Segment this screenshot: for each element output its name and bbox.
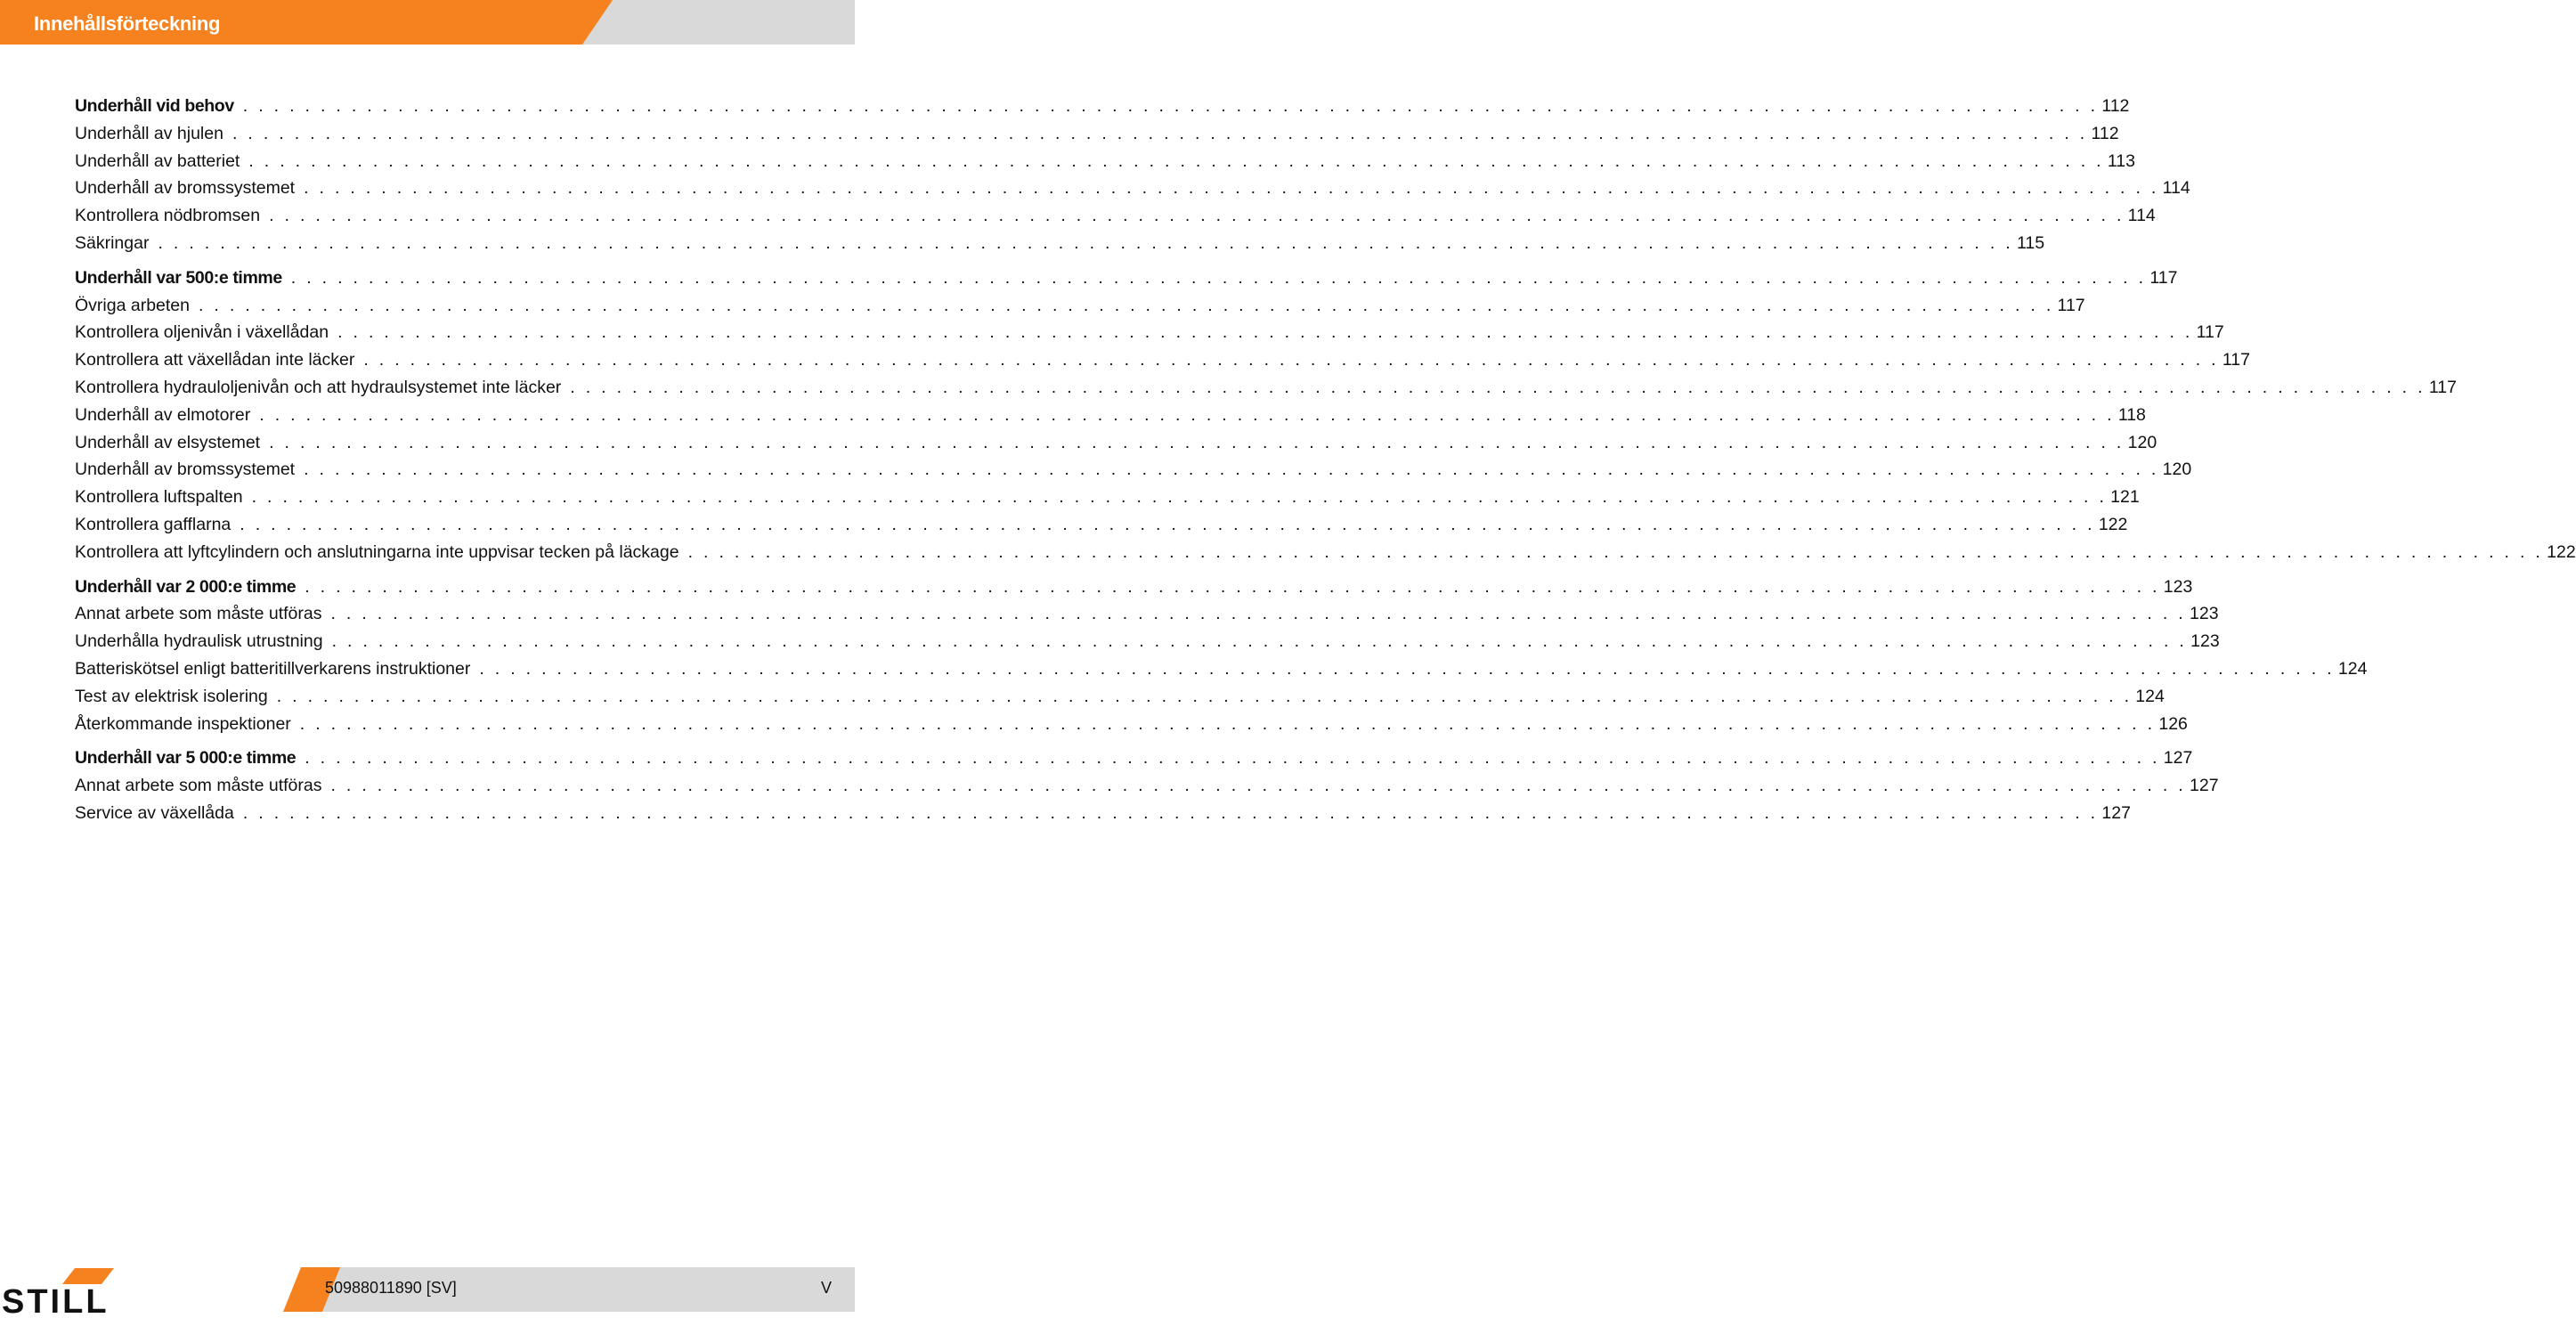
toc-page-number: 123 (2190, 631, 2220, 652)
toc-page-number: 120 (2162, 460, 2192, 480)
toc-entry-title: Övriga arbeten (75, 295, 190, 315)
dot-leader: . . . . . . . . . . . . . . . . . . . . . . . . . . . . . . . . . . . . . . . . . . . . . . . . . . . . . . . . . . . . . . . . . . . . . . . . . . . . . . . . . . . . . . . . . . . . . . . . . . . . . . . . . . . . . . . . . . . . . . . . (305, 576, 2160, 597)
toc-entry-title: Underhålla hydraulisk utrustning (75, 631, 323, 652)
toc-entry-title: Test av elektrisk isolering (75, 686, 268, 706)
toc-page-number: 114 (2127, 206, 2156, 226)
dot-leader: . . . . . . . . . . . . . . . . . . . . . . . . . . . . . . . . . . . . . . . . . . . . . . . . . . . . . . . . . . . . . . . . . . . . . . . . . . . . . . . . . . . . . . . . . . . . . . . . . . . . . . . . . . . . . . . . . . . . . . . . (363, 350, 2219, 370)
toc-page-number: 112 (2091, 123, 2119, 143)
toc-entry-title: Underhåll vid behov (75, 96, 234, 116)
toc-heading[interactable] (75, 574, 2193, 601)
toc-entry[interactable] (75, 346, 2250, 374)
dot-leader: . . . . . . . . . . . . . . . . . . . . . . . . . . . . . . . . . . . . . . . . . . . . . . . . . . . . . . . . . . . . . . . . . . . . . . . . . . . . . . . . . . . . . . . . . . . . . . . . . . . . . . . . . . . . . . . . . . . . . . . . (299, 713, 2156, 734)
toc-entry-title: Batteriskötsel enligt batteritillverkarens instruktioner (75, 658, 471, 679)
toc-entry[interactable] (75, 175, 2190, 202)
toc-entry[interactable] (75, 511, 2128, 539)
toc-page-number: 120 (2127, 432, 2158, 452)
toc-page-number: 117 (2428, 377, 2457, 397)
toc-entry-title: Underhåll av bromssystemet (75, 178, 296, 199)
toc-entry-title: Service av växellåda (75, 802, 234, 823)
toc-entry[interactable] (75, 120, 2119, 148)
table-of-contents (75, 93, 2576, 834)
toc-entry-title: Underhåll av elsystemet (75, 432, 261, 452)
toc-entry[interactable] (75, 484, 2140, 511)
dot-leader: . . . . . . . . . . . . . . . . . . . . . . . . . . . . . . . . . . . . . . . . . . . . . . . . . . . . . . . . . . . . . . . . . . . . . . . . . . . . . . . . . . . . . . . . . . . . . . . . . . . . . . . . . . . . . . . . . . . . . . . . (251, 487, 2108, 508)
toc-entry[interactable] (75, 539, 2576, 566)
toc-entry[interactable] (75, 683, 2165, 711)
dot-leader: . . . . . . . . . . . . . . . . . . . . . . . . . . . . . . . . . . . . . . . . . . . . . . . . . . . . . . . . . . . . . . . . . . . . . . . . . . . . . . . . . . . . . . . . . . . . . . . . . . . . . . . . . . . . . . . . . . . . . . . . (479, 658, 2335, 679)
dot-leader: . . . . . . . . . . . . . . . . . . . . . . . . . . . . . . . . . . . . . . . . . . . . . . . . . . . . . . . . . . . . . . . . . . . . . . . . . . . . . . . . . . . . . . . . . . . . . . . . . . . . . . . . . . . . . . . . . . . . . . . . (242, 96, 2099, 116)
toc-entry-title: Underhåll av elmotorer (75, 404, 251, 425)
page-footer (0, 1265, 855, 1318)
toc-entry-title: Kontrollera gafflarna (75, 514, 232, 534)
toc-heading[interactable] (75, 744, 2193, 772)
dot-leader: . . . . . . . . . . . . . . . . . . . . . . . . . . . . . . . . . . . . . . . . . . . . . . . . . . . . . . . . . . . . . . . . . . . . . . . . . . . . . . . . . . . . . . . . . . . . . . . . . . . . . . . . . . . . . . . . . . . . . . . . (304, 178, 2159, 199)
toc-entry[interactable] (75, 600, 2219, 628)
toc-entry[interactable] (75, 292, 2085, 320)
toc-entry[interactable] (75, 628, 2220, 655)
toc-entry-title: Kontrollera hydrauloljenivån och att hydraulsystemet inte läcker (75, 377, 562, 397)
toc-entry[interactable] (75, 402, 2146, 429)
toc-page-number: 124 (2135, 686, 2165, 706)
dot-leader: . . . . . . . . . . . . . . . . . . . . . . . . . . . . . . . . . . . . . . . . . . . . . . . . . . . . . . . . . . . . . . . . . . . . . . . . . . . . . . . . . . . . . . . . . . . . . . . . . . . . . . . . . . . . . . . . . . . . . . . . (248, 151, 2104, 171)
toc-heading[interactable] (75, 93, 2130, 120)
toc-entry[interactable] (75, 374, 2457, 402)
dot-leader: . . . . . . . . . . . . . . . . . . . . . . . . . . . . . . . . . . . . . . . . . . . . . . . . . . . . . . . . . . . . . . . . . . . . . . . . . . . . . . . . . . . . . . . . . . . . . . . . . . . . . . . . . . . . . . . . . . . . . . . . (269, 432, 2125, 452)
toc-entry[interactable] (75, 655, 2368, 683)
page-header (0, 0, 855, 45)
toc-entry-title: Underhåll av hjulen (75, 123, 223, 143)
toc-entry-title: Kontrollera att växellådan inte läcker (75, 350, 355, 370)
toc-page-number: 127 (2101, 802, 2131, 823)
toc-entry-title: Underhåll av batteriet (75, 151, 240, 171)
dot-leader: . . . . . . . . . . . . . . . . . . . . . . . . . . . . . . . . . . . . . . . . . . . . . . . . . . . . . . . . . . . . . . . . . . . . . . . . . . . . . . . . . . . . . . . . . . . . . . . . . . . . . . . . . . . . . . . . . . . . . . . . (304, 460, 2159, 480)
toc-entry-title: Underhåll var 500:e timme (75, 267, 282, 288)
toc-entry[interactable] (75, 772, 2219, 800)
dot-leader: . . . . . . . . . . . . . . . . . . . . . . . . . . . . . . . . . . . . . . . . . . . . . . . . . . . . . . . . . . . . . . . . . . . . . . . . . . . . . . . . . . . . . . . . . . . . . . . . . . . . . . . . . . . . . . . . . . . . . . . . (232, 123, 2088, 143)
toc-entry-title: Säkringar (75, 232, 150, 253)
toc-entry[interactable] (75, 800, 2131, 827)
toc-page-number: 122 (2098, 514, 2128, 534)
toc-page-number: 123 (2190, 604, 2219, 624)
toc-page-number: 123 (2163, 576, 2193, 597)
page-number: V (820, 1279, 832, 1297)
dot-leader: . . . . . . . . . . . . . . . . . . . . . . . . . . . . . . . . . . . . . . . . . . . . . . . . . . . . . . . . . . . . . . . . . . . . . . . . . . . . . . . . . . . . . . . . . . . . . . . . . . . . . . . . . . . . . . . . . . . . . . . . (199, 295, 2054, 315)
toc-entry-title: Annat arbete som måste utföras (75, 776, 322, 796)
dot-leader: . . . . . . . . . . . . . . . . . . . . . . . . . . . . . . . . . . . . . . . . . . . . . . . . . . . . . . . . . . . . . . . . . . . . . . . . . . . . . . . . . . . . . . . . . . . . . . . . . . . . . . . . . . . . . . . . . . . . . . . . (242, 802, 2099, 823)
dot-leader: . . . . . . . . . . . . . . . . . . . . . . . . . . . . . . . . . . . . . . . . . . . . . . . . . . . . . . . . . . . . . . . . . . . . . . . . . . . . . . . . . . . . . . . . . . . . . . . . . . . . . . . . . . . . . . . . . . . . . . . . (330, 776, 2187, 796)
toc-entry-title: Underhåll var 5 000:e timme (75, 748, 297, 769)
toc-entry-title: Underhåll av bromssystemet (75, 460, 296, 480)
toc-page-number: 124 (2337, 658, 2368, 679)
toc-entry[interactable] (75, 319, 2224, 346)
dot-leader: . . . . . . . . . . . . . . . . . . . . . . . . . . . . . . . . . . . . . . . . . . . . . . . . . . . . . . . . . . . . . . . . . . . . . . . . . . . . . . . . . . . . . . . . . . . . . . . . . . . . . . . . . . . . . . . . . . . . . . . . (269, 206, 2125, 226)
toc-page-number: 126 (2158, 713, 2188, 734)
toc-entry-title: Kontrollera oljenivån i växellådan (75, 322, 329, 343)
toc-entry[interactable] (75, 148, 2135, 175)
toc-heading[interactable] (75, 264, 2178, 292)
toc-page-number: 117 (2222, 350, 2250, 370)
toc-page-number: 127 (2190, 776, 2219, 796)
toc-entry[interactable] (75, 202, 2156, 230)
dot-leader: . . . . . . . . . . . . . . . . . . . . . . . . . . . . . . . . . . . . . . . . . . . . . . . . . . . . . . . . . . . . . . . . . . . . . . . . . . . . . . . . . . . . . . . . . . . . . . . . . . . . . . . . . . . . . . . . . . . . . . . . (259, 404, 2115, 425)
dot-leader: . . . . . . . . . . . . . . . . . . . . . . . . . . . . . . . . . . . . . . . . . . . . . . . . . . . . . . . . . . . . . . . . . . . . . . . . . . . . . . . . . . . . . . . . . . . . . . . . . . . . . . . . . . . . . . . . . . . . . . . . (276, 686, 2133, 706)
dot-leader: . . . . . . . . . . . . . . . . . . . . . . . . . . . . . . . . . . . . . . . . . . . . . . . . . . . . . . . . . . . . . . . . . . . . . . . . . . . . . . . . . . . . . . . . . . . . . . . . . . . . . . . . . . . . . . . . . . . . . . . . (240, 514, 2095, 534)
toc-page-number: 114 (2162, 178, 2190, 199)
dot-leader: . . . . . . . . . . . . . . . . . . . . . . . . . . . . . . . . . . . . . . . . . . . . . . . . . . . . . . . . . . . . . . . . . . . . . . . . . . . . . . . . . . . . . . . . . . . . . . . . . . . . . . . . . . . . . . . . . . . . . . . . (331, 631, 2188, 652)
dot-leader: . . . . . . . . . . . . . . . . . . . . . . . . . . . . . . . . . . . . . . . . . . . . . . . . . . . . . . . . . . . . . . . . . . . . . . . . . . . . . . . . . . . . . . . . . . . . . . . . . . . . . . . . . . . . . . . . . . . . . . . . (305, 748, 2160, 769)
toc-page-number: 117 (2057, 295, 2085, 315)
toc-section (75, 264, 2576, 566)
toc-page-number: 121 (2110, 487, 2140, 508)
page-title: Innehållsförteckning (34, 12, 221, 35)
dot-leader: . . . . . . . . . . . . . . . . . . . . . . . . . . . . . . . . . . . . . . . . . . . . . . . . . . . . . . . . . . . . . . . . . . . . . . . . . . . . . . . . . . . . . . . . . . . . . . . . . . . . . . . . . . . . . . . . . . . . . . . . (337, 322, 2193, 343)
toc-entry-title: Underhåll var 2 000:e timme (75, 576, 297, 597)
dot-leader: . . . . . . . . . . . . . . . . . . . . . . . . . . . . . . . . . . . . . . . . . . . . . . . . . . . . . . . . . . . . . . . . . . . . . . . . . . . . . . . . . . . . . . . . . . . . . . . . . . . . . . . . . . . . . . . . . . . . . . . . (687, 541, 2544, 562)
dot-leader: . . . . . . . . . . . . . . . . . . . . . . . . . . . . . . . . . . . . . . . . . . . . . . . . . . . . . . . . . . . . . . . . . . . . . . . . . . . . . . . . . . . . . . . . . . . . . . . . . . . . . . . . . . . . . . . . . . . . . . . . (290, 267, 2147, 288)
toc-entry[interactable] (75, 429, 2158, 457)
dot-leader: . . . . . . . . . . . . . . . . . . . . . . . . . . . . . . . . . . . . . . . . . . . . . . . . . . . . . . . . . . . . . . . . . . . . . . . . . . . . . . . . . . . . . . . . . . . . . . . . . . . . . . . . . . . . . . . . . . . . . . . . (570, 377, 2426, 397)
toc-page-number: 118 (2117, 404, 2146, 425)
document-code: 50988011890 [SV] (325, 1279, 457, 1297)
toc-entry[interactable] (75, 711, 2188, 738)
toc-page-number: 117 (2196, 322, 2224, 343)
still-logo (2, 1268, 114, 1318)
toc-section (75, 93, 2190, 257)
toc-entry-title: Annat arbete som måste utföras (75, 604, 322, 624)
toc-entry-title: Återkommande inspektioner (75, 713, 291, 734)
toc-entry-title: Kontrollera att lyftcylindern och anslutningarna inte uppvisar tecken på läckage (75, 541, 679, 562)
toc-section (75, 744, 2219, 826)
toc-entry[interactable] (75, 456, 2192, 484)
toc-page-number: 127 (2163, 748, 2193, 769)
toc-section (75, 574, 2368, 738)
toc-page-number: 115 (2017, 232, 2045, 253)
toc-entry-title: Kontrollera nödbromsen (75, 206, 261, 226)
toc-entry[interactable] (75, 230, 2045, 257)
toc-entry-title: Kontrollera luftspalten (75, 487, 243, 508)
dot-leader: . . . . . . . . . . . . . . . . . . . . . . . . . . . . . . . . . . . . . . . . . . . . . . . . . . . . . . . . . . . . . . . . . . . . . . . . . . . . . . . . . . . . . . . . . . . . . . . . . . . . . . . . . . . . . . . . . . . . . . . . (330, 604, 2187, 624)
toc-page-number: 113 (2107, 151, 2135, 171)
still-logo-lettering: STILL (2, 1283, 110, 1318)
toc-page-number: 117 (2149, 267, 2178, 288)
dot-leader: . . . . . . . . . . . . . . . . . . . . . . . . . . . . . . . . . . . . . . . . . . . . . . . . . . . . . . . . . . . . . . . . . . . . . . . . . . . . . . . . . . . . . . . . . . . . . . . . . . . . . . . . . . . . . . . . . . . . . . . . (158, 232, 2014, 253)
toc-page-number: 112 (2101, 96, 2130, 116)
toc-page-number: 122 (2547, 541, 2576, 562)
